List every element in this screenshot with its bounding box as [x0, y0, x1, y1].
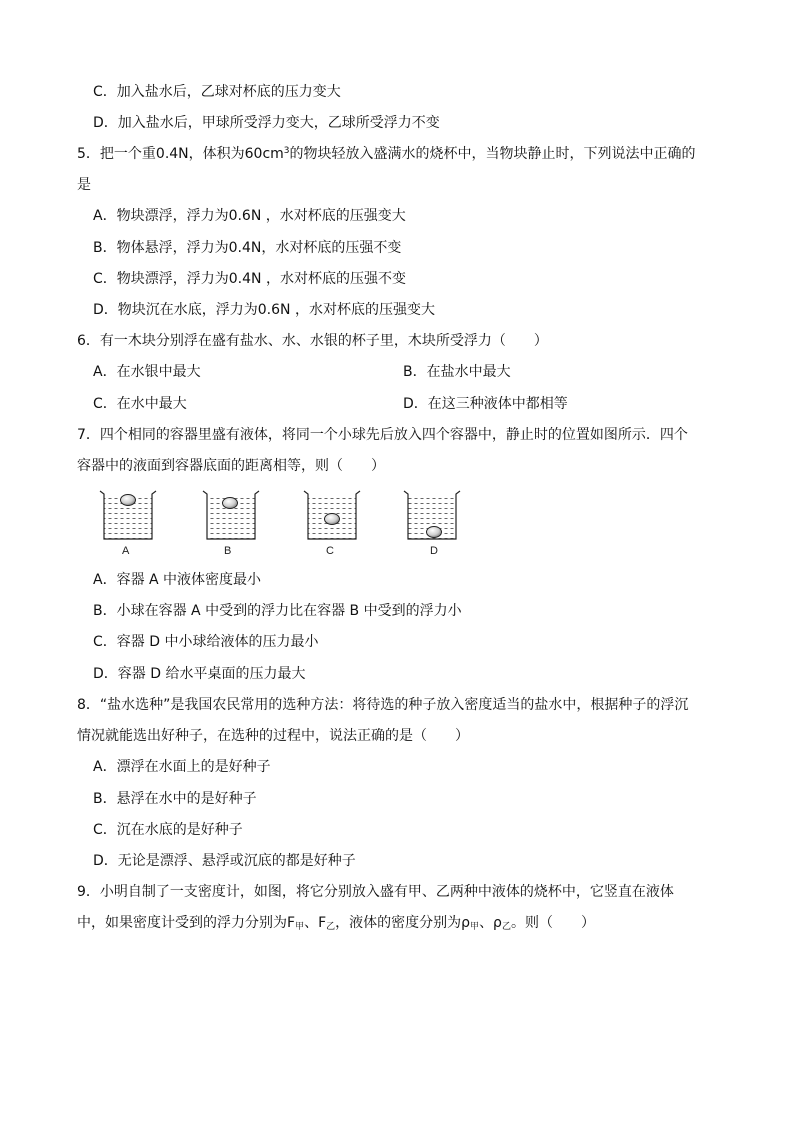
q7-option-c: C．容器 D 中小球给液体的压力最小: [93, 634, 319, 650]
q6-option-d: D．在这三种液体中都相等: [403, 396, 568, 412]
q7-stem-line2: 容器中的液面到容器底面的距离相等，则（ ）: [77, 458, 385, 474]
q4-option-d: D．加入盐水后，甲球所受浮力变大，乙球所受浮力不变: [93, 115, 440, 131]
q8-option-c: C．沉在水底的是好种子: [93, 822, 243, 838]
beaker-label-a: A: [122, 545, 130, 557]
q8-stem-line2: 情况就能选出好种子，在选种的过程中，说法正确的是（ ）: [77, 728, 469, 744]
q7-figure-beakers: [90, 486, 490, 566]
q6-option-a: A．在水银中最大: [93, 364, 201, 380]
beaker-label-c: C: [326, 545, 334, 557]
q8-option-a: A．漂浮在水面上的是好种子: [93, 759, 271, 775]
beaker-b: [203, 491, 259, 539]
q8-stem: 8．“盐水选种”是我国农民常用的选种方法：将待选的种子放入密度适当的盐水中，根据种子的浮沉: [77, 697, 689, 713]
q9-stem-line2: 中，如果密度计受到的浮力分别为$F_甲$、$F_乙$，液体的密度分别为$\rho_甲$、$\rho_乙$。则（ ）: [77, 915, 595, 932]
q8-option-b: B．悬浮在水中的是好种子: [93, 791, 257, 807]
beaker-label-b: B: [224, 545, 232, 557]
q5-option-c: C．物块漂浮，浮力为0.4N ，水对杯底的压强不变: [93, 271, 406, 287]
q4-option-c: C．加入盐水后，乙球对杯底的压力变大: [93, 84, 341, 100]
q7-option-a: A．容器 A 中液体密度最小: [93, 572, 262, 588]
q7-option-d: D．容器 D 给水平桌面的压力最大: [93, 666, 306, 682]
q6-option-b: B．在盐水中最大: [403, 364, 511, 380]
beaker-c: [304, 491, 360, 539]
q6-stem: 6．有一木块分别浮在盛有盐水、水、水银的杯子里，木块所受浮力（ ）: [77, 333, 548, 349]
q7-option-b: B．小球在容器 A 中受到的浮力比在容器 B 中受到的浮力小: [93, 603, 462, 619]
beaker-d: [404, 491, 460, 539]
beaker-label-d: D: [430, 545, 438, 557]
q7-stem: 7．四个相同的容器里盛有液体，将同一个小球先后放入四个容器中，静止时的位置如图所示．四个: [77, 427, 688, 443]
q8-option-d: D．无论是漂浮、悬浮或沉底的都是好种子: [93, 853, 356, 869]
q9-stem: 9．小明自制了一支密度计，如图，将它分别放入盛有甲、乙两种中液体的烧杯中，它竖直在液体: [77, 884, 674, 900]
q5-option-d: D．物块沉在水底，浮力为0.6N ，水对杯底的压强变大: [93, 302, 435, 318]
q6-option-c: C．在水中最大: [93, 396, 187, 412]
beaker-a: [100, 491, 156, 539]
q5-stem-line2: 是: [77, 177, 91, 193]
q5-option-a: A．物块漂浮，浮力为0.6N ，水对杯底的压强变大: [93, 208, 406, 224]
q5-stem: 5．把一个重0.4N，体积为$60cm^3$的物块轻放入盛满水的烧杯中，当物块静止时，下列说法中正确的: [77, 146, 696, 162]
q5-option-b: B．物体悬浮，浮力为0.4N，水对杯底的压强不变: [93, 240, 402, 256]
